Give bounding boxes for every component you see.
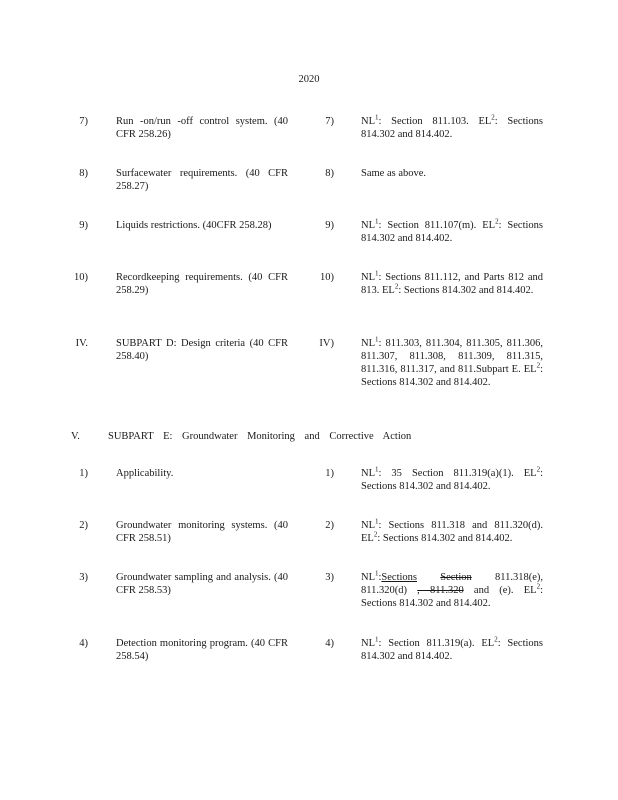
row-9-right-text: $NL^1$: Section 811.107(m). $EL^2$: Sections 814.302 and 814.402. [361, 217, 544, 244]
row-v1-left-number: 1) [79, 468, 88, 479]
row-8-left-text: Surfacewater requirements. (40 CFR 258.27) [116, 168, 288, 192]
row-v2-right-text: $NL^1$: Sections 811.318 and 811.320(d). $EL^2$: Sections 814.302 and 814.402. [361, 517, 543, 544]
row-v3-left-number: 3) [79, 572, 88, 583]
row-v2-left-number: 2) [79, 520, 88, 531]
amended-sections: Sections [381, 572, 418, 583]
row-8-left-number: 8) [79, 168, 88, 179]
row-v2-left-text: Groundwater monitoring systems. (40 CFR 258.51) [116, 520, 288, 544]
row-v4-left-number: 4) [79, 638, 88, 649]
row-10-left-number: 10) [74, 272, 88, 283]
row-iv-right-number: IV) [319, 338, 334, 349]
row-v4-left-text: Detection monitoring program. (40 CFR 258.54) [116, 638, 288, 662]
row-v3-left-text: Groundwater sampling and analysis. (40 CFR 258.53) [116, 572, 288, 596]
row-9-left-number: 9) [79, 220, 88, 231]
row-iv-right-text: $NL^1$: 811.303, 811.304, 811.305, 811.306, 811.307, 811.308, 811.309, 811.315, 811.316, 811.317, and 811.Subpart E. $EL^2$: Sections 814.302 and 814.402. [361, 335, 544, 388]
row-v2-right-number: 2) [325, 520, 334, 531]
row-10-right-text: $NL^1$: Sections 811.112, and Parts 812 and 813. $EL^2$: Sections 814.302 and 814.402. [361, 269, 543, 296]
row-9-right-number: 9) [325, 220, 334, 231]
section-v-number: V. [71, 431, 80, 442]
row-v3-right-number: 3) [325, 572, 334, 583]
row-7-right-number: 7) [325, 116, 334, 127]
row-v4-right-text: $NL^1$: Section 811.319(a). $EL^2$: Sections 814.302 and 814.402. [361, 635, 543, 662]
struck-ref: , 811.320 [417, 585, 464, 596]
page-number: 2020 [298, 74, 320, 85]
row-9-left-text: Liquids restrictions. (40CFR 258.28) [116, 220, 272, 231]
row-v3-right-text: $NL^1:Sections$ Section 811.318(e), 811.320(d) , 811.320 and (e). $EL^2$: Sections 814.302 and 814.402. [361, 569, 543, 609]
row-v1-left-text: Applicability. [116, 468, 174, 479]
row-8-right-text: Same as above. [361, 168, 427, 179]
row-7-right-text: $NL^1$: Section 811.103. $EL^2$: Sections 814.302 and 814.402. [361, 113, 544, 140]
row-iv-left-text: SUBPART D: Design criteria (40 CFR 258.40) [116, 338, 288, 362]
row-10-right-number: 10) [320, 272, 334, 283]
row-v4-right-number: 4) [325, 638, 334, 649]
row-10-left-text: Recordkeeping requirements. (40 CFR 258.29) [116, 272, 288, 296]
row-iv-left-number: IV. [75, 338, 88, 349]
row-8-right-number: 8) [325, 168, 334, 179]
section-v-title: SUBPART E: Groundwater Monitoring and Corrective Action [108, 431, 412, 442]
row-v1-right-number: 1) [325, 468, 334, 479]
row-7-left-number: 7) [79, 116, 88, 127]
struck-section: Section [440, 572, 472, 583]
row-v1-right-text: $NL^1$: 35 Section 811.319(a)(1). $EL^2$: Sections 814.302 and 814.402. [361, 465, 544, 492]
row-7-left-text: Run -on/run -off control system. (40 CFR 258.26) [116, 116, 288, 140]
